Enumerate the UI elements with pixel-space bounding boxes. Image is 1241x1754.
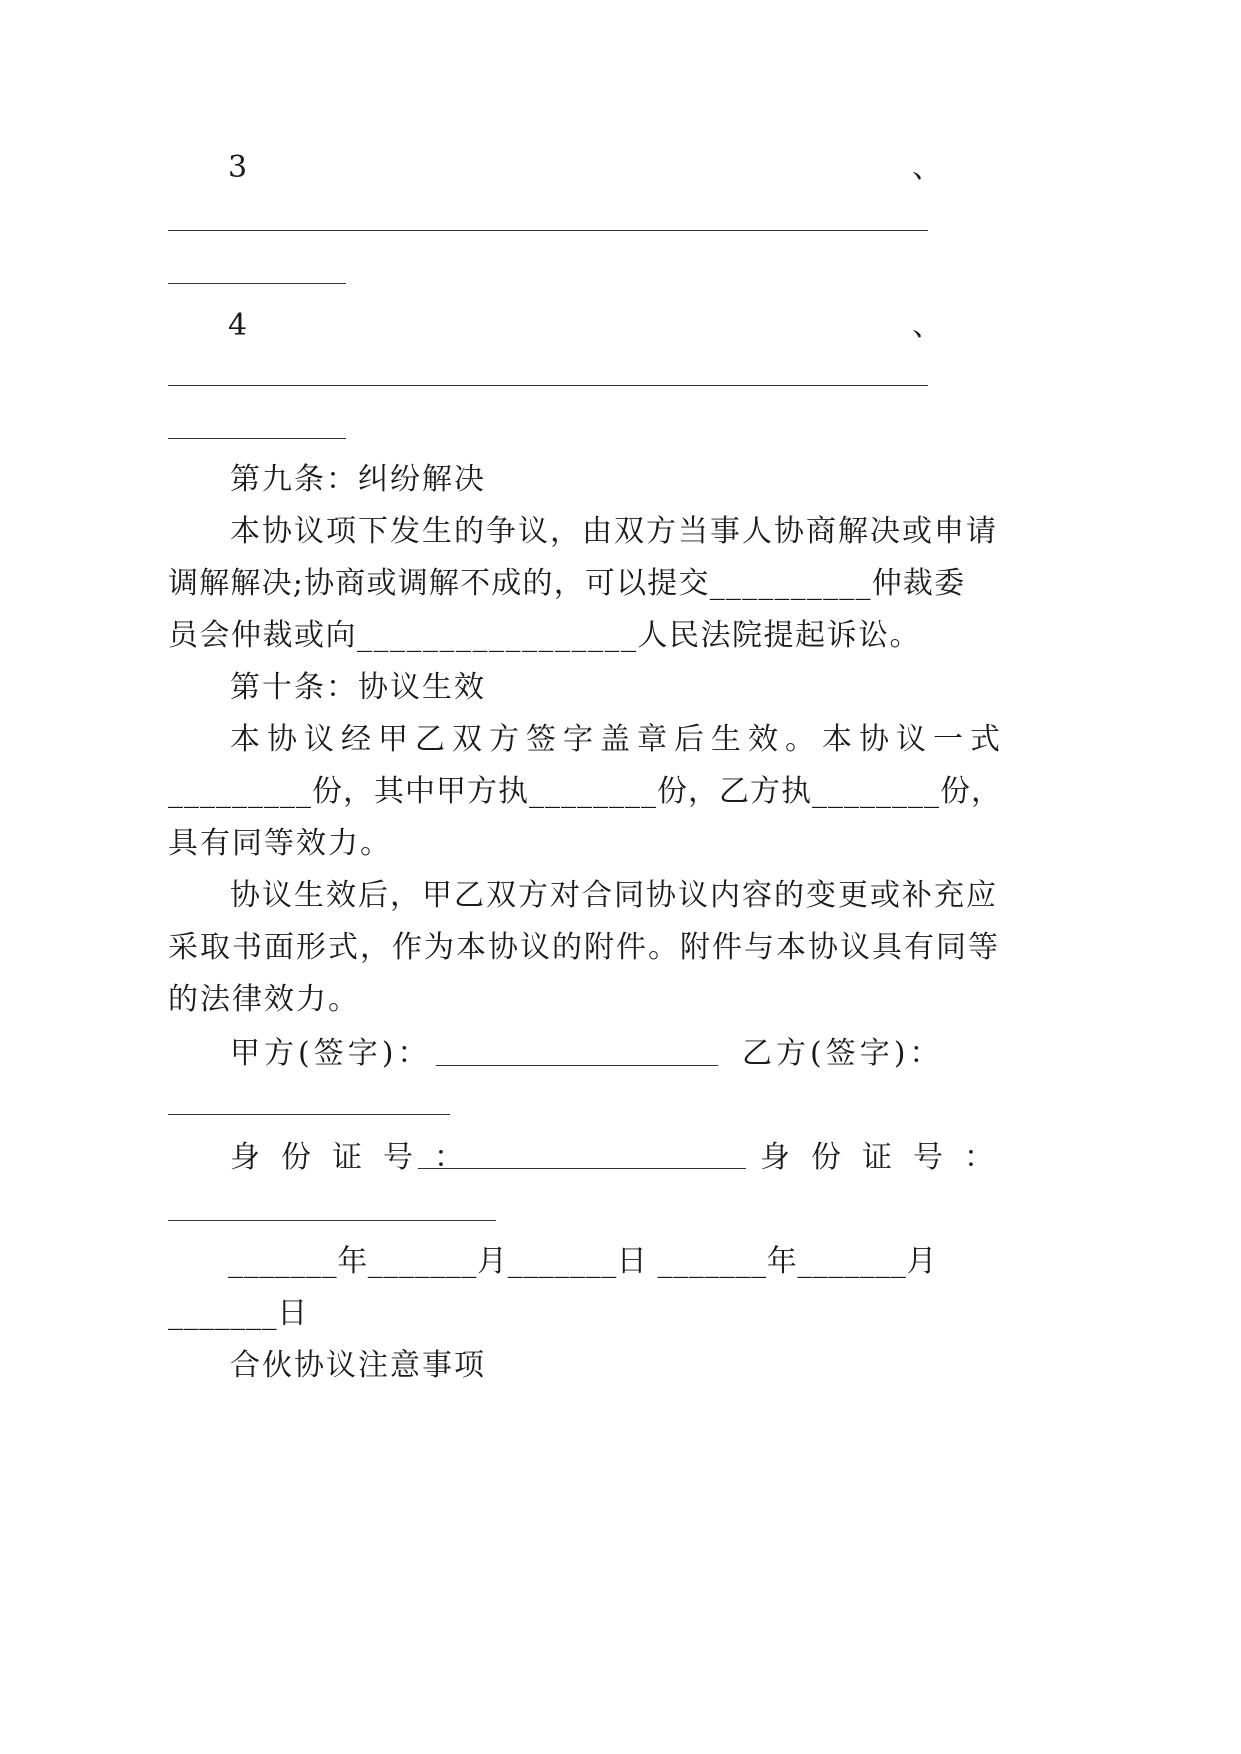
party-b-id-line [168, 1220, 496, 1221]
article-10-title: 第十条：协议生效 [230, 670, 486, 705]
party-a-signature-label: 甲方(签字)： [230, 1036, 432, 1071]
party-b-signature-label: 乙方(签字)： [742, 1036, 944, 1071]
item-4-underline-cont [168, 438, 346, 439]
article-10-line-1: 本协议经甲乙双方签字盖章后生效。本协议一式 [230, 722, 1007, 757]
item-4-number: 4 [228, 308, 248, 343]
party-a-id-label: 身份证号： [230, 1140, 485, 1175]
article-9-line-3: 员会仲裁或向_________________人民法院提起诉讼。 [168, 618, 921, 653]
article-10-line-5: 采取书面形式，作为本协议的附件。附件与本协议具有同等 [168, 930, 1000, 965]
party-b-id-label: 身份证号： [760, 1140, 1015, 1175]
article-10-line-6: 的法律效力。 [168, 982, 360, 1017]
item-3-number: 3 [228, 150, 248, 185]
article-9-title: 第九条：纠纷解决 [230, 462, 486, 497]
article-10-line-2: _________份，其中甲方执________份，乙方执________份， [168, 774, 1002, 809]
item-3-underline [168, 230, 928, 231]
item-4-underline [168, 385, 928, 386]
party-a-signature-line [436, 1065, 718, 1066]
item-3-underline-cont [168, 283, 346, 284]
article-9-line-2: 调解解决;协商或调解不成的，可以提交__________仲裁委 [168, 566, 966, 601]
party-b-signature-line [168, 1114, 450, 1115]
article-10-line-4: 协议生效后，甲乙双方对合同协议内容的变更或补充应 [230, 878, 998, 913]
article-10-line-3: 具有同等效力。 [168, 826, 392, 861]
date-row-2: _______日 [168, 1296, 308, 1331]
date-row-1: _______年_______月_______日 _______年_______月 [228, 1244, 938, 1279]
article-9-line-1: 本协议项下发生的争议，由双方当事人协商解决或申请 [230, 514, 998, 549]
item-3-mark: 、 [912, 150, 942, 185]
notes-title: 合伙协议注意事项 [230, 1348, 486, 1383]
item-4-mark: 、 [912, 308, 942, 343]
party-a-id-line [418, 1168, 746, 1169]
